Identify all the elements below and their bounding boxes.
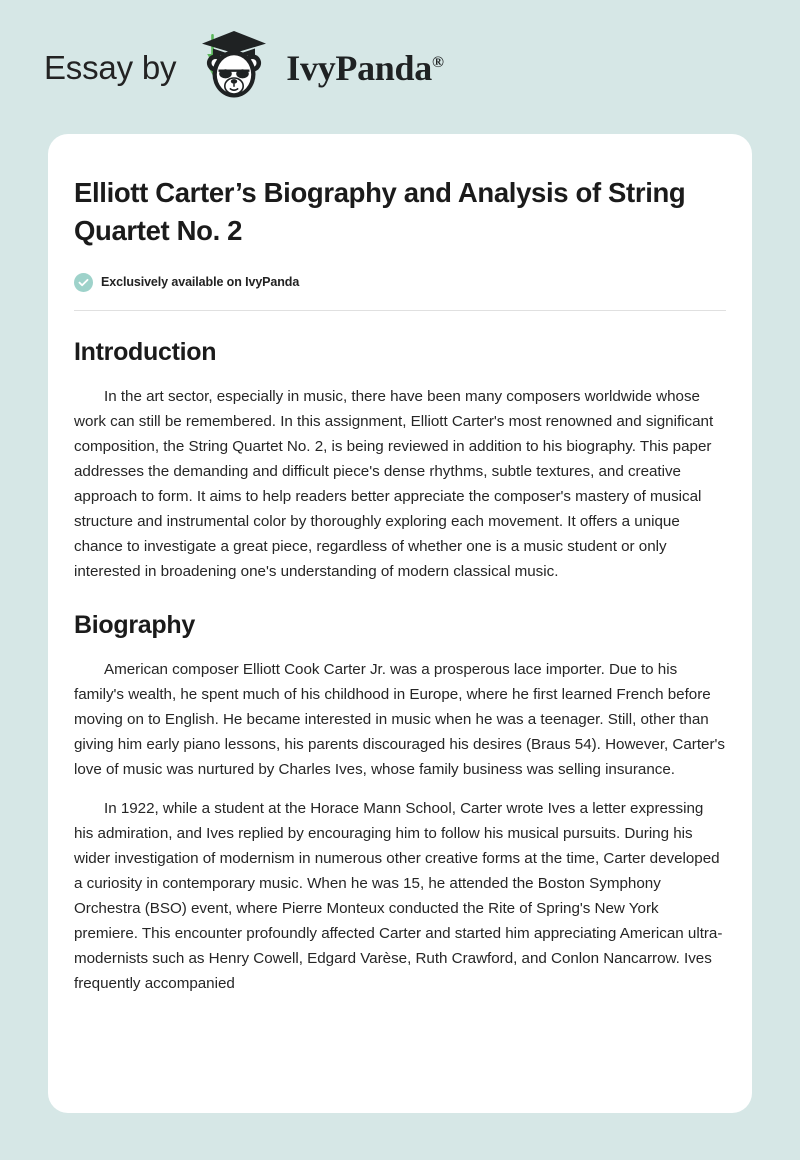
registered-trademark-mark: ®: [431, 54, 444, 71]
page-header: [0, 0, 800, 134]
section-biography: [74, 610, 726, 996]
paragraph: American composer Elliott Cook Carter Jr. was a prosperous lace importer. Due to his family's wealth, he spent much of his childhood in Europe, where he first learned French before moving on to English. He became interested in music when he was a teenager. Still, other than giving him early piano lessons, his parents discouraged his desires (Braus 54). However, Carter's love of music was nurtured by Charles Ives, whose family business was selling insurance.: [74, 660, 725, 778]
section-heading-biography: Biography: [74, 610, 195, 639]
section-heading-introduction: Introduction: [74, 337, 217, 366]
brand-name-text: IvyPanda: [286, 48, 432, 88]
brand-wordmark: [286, 50, 443, 86]
check-circle-icon: [74, 273, 93, 292]
paragraph: In the art sector, especially in music, there have been many composers worldwide whose work can still be remembered. In this assignment, Elliott Carter's most renowned and significant composition, the String Quartet No. 2, is being reviewed in addition to his biography. This paper addresses the demanding and difficult piece's dense rhythms, subtle textures, and creative approach to form. It aims to help readers better appreciate the composer's mastery of musical structure and instrumental color by thoroughly exploring each movement. It offers a unique chance to investigate a great piece, regardless of whether one is a music student or only interested in broadening one's understanding of modern classical music.: [74, 387, 714, 580]
page-title: Elliott Carter’s Biography and Analysis of String Quartet No. 2: [74, 177, 686, 246]
title-divider: [74, 310, 726, 311]
availability-label: Exclusively available on IvyPanda: [101, 275, 300, 290]
paragraph: In 1922, while a student at the Horace Mann School, Carter wrote Ives a letter expressing his admiration, and Ives replied by encouraging him to follow his musical pursuits. During his wider investigation of modernism in numerous other creative forms at the time, Carter developed a curiosity in contemporary music. When he was 15, he attended the Boston Symphony Orchestra (BSO) event, where Pierre Monteux conducted the Rite of Spring's New York premiere. This encounter profoundly affected Carter and started him appreciating American ultra-modernists such as Henry Cowell, Edgard Varèse, Ruth Crawford, and Conlon Nancarrow. Ives frequently accompanied: [74, 799, 723, 992]
section-introduction: [74, 337, 726, 584]
essay-card: [48, 134, 752, 1113]
brand-lockup[interactable]: [44, 32, 444, 102]
essay-by-label: Essay by: [44, 48, 177, 86]
status-badge: [74, 273, 726, 292]
ivypanda-panda-graduate-logo-icon: [186, 32, 270, 102]
